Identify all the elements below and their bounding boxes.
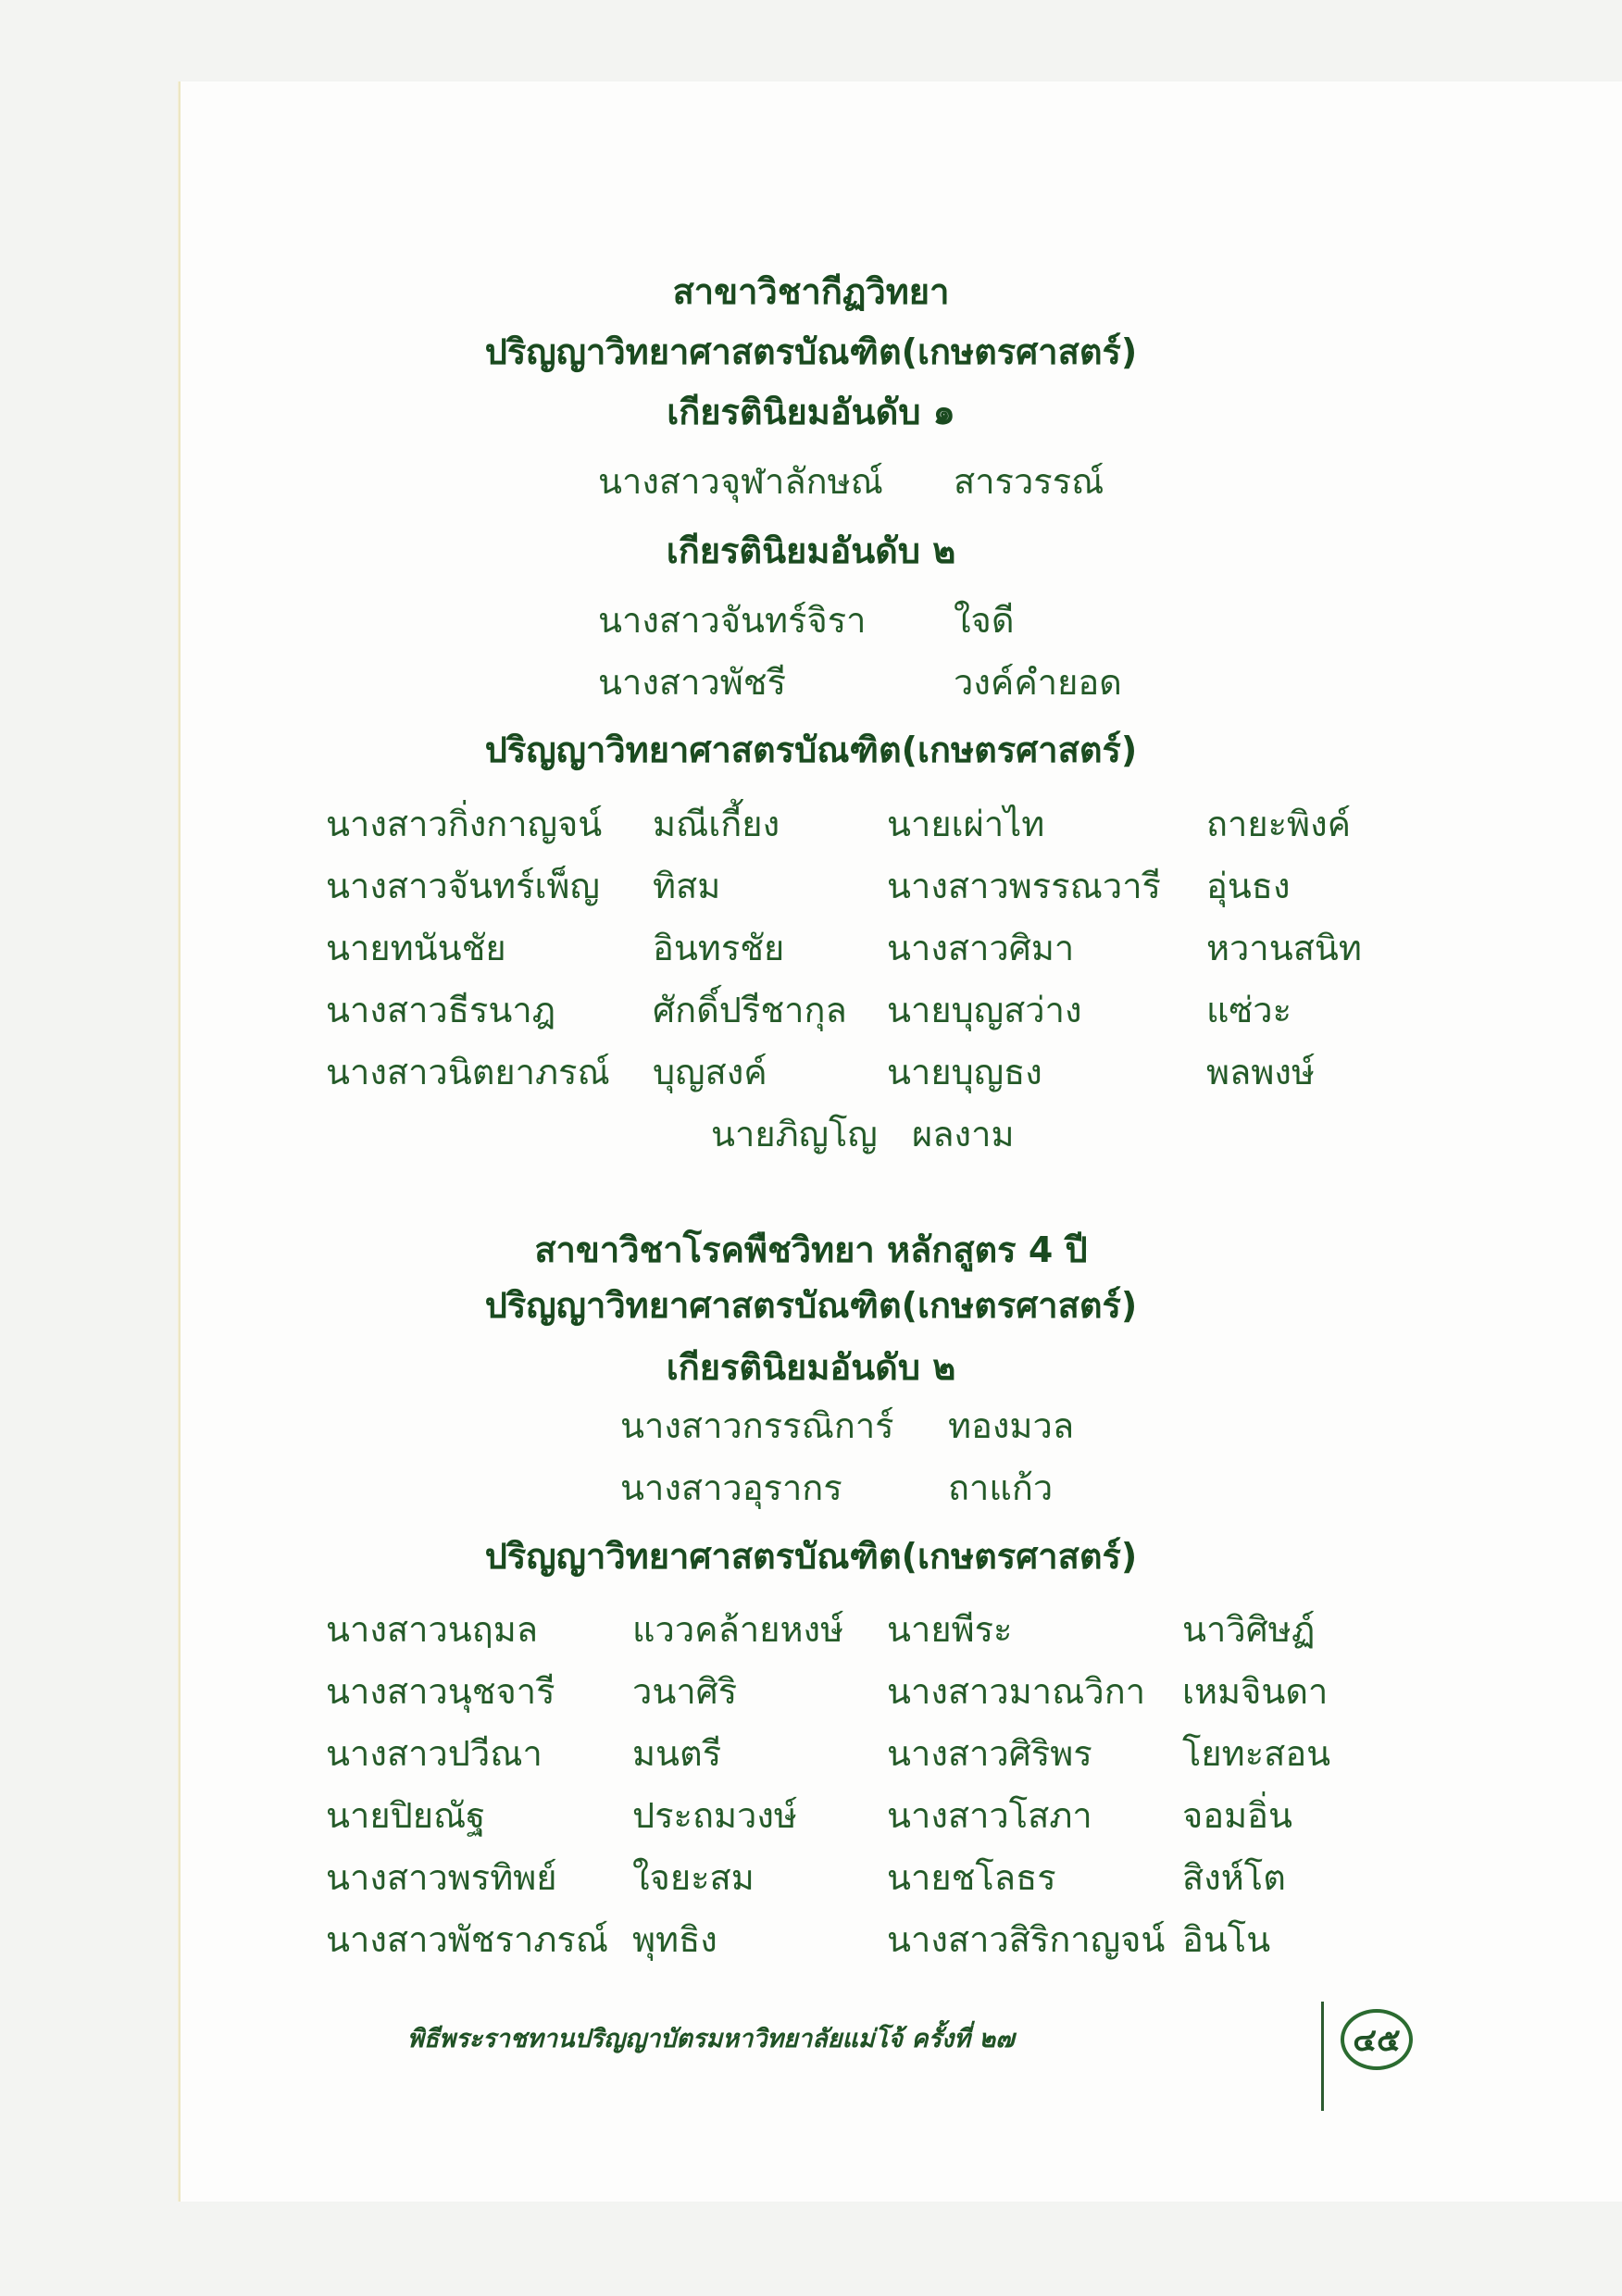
degree-heading: ปริญญาวิทยาศาสตรบัณฑิต(เกษตรศาสตร์) — [484, 1536, 1138, 1577]
graduate-surname: วนาศิริ — [632, 1671, 738, 1712]
graduate-surname: นาวิศิษฏ์ — [1182, 1609, 1316, 1650]
graduate-name: นางสาวจันทร์เพ็ญ — [326, 866, 600, 906]
honors-heading: เกียรตินิยมอันดับ ๑ — [667, 392, 955, 432]
graduate-surname: หวานสนิท — [1206, 928, 1362, 968]
graduate-surname: ผลงาม — [912, 1114, 1015, 1154]
graduate-surname: วงค์คำยอด — [954, 662, 1122, 703]
graduate-surname: จอมอิ่น — [1182, 1795, 1292, 1836]
graduate-name: นางสาวศิริพร — [887, 1733, 1092, 1774]
graduate-surname: สารวรรณ์ — [954, 461, 1104, 502]
graduate-name: นางสาวพัชราภรณ์ — [326, 1919, 609, 1960]
graduate-name: นางสาวจุฬาลักษณ์ — [598, 461, 883, 502]
graduate-name: นางสาวอุรากร — [620, 1467, 842, 1508]
graduate-name: นางสาวพรทิพย์ — [326, 1857, 557, 1898]
graduate-name: นายเผ่าไท — [887, 804, 1045, 844]
graduate-surname: มนตรี — [632, 1733, 722, 1774]
graduate-name: นางสาวมาณวิกา — [887, 1671, 1146, 1712]
graduate-surname: ศักดิ์ปรีชากุล — [653, 990, 847, 1030]
graduate-name: นางสาวนิตยาภรณ์ — [326, 1052, 610, 1092]
degree-heading: ปริญญาวิทยาศาสตรบัณฑิต(เกษตรศาสตร์) — [484, 1285, 1138, 1326]
graduate-surname: มณีเกี้ยง — [653, 804, 780, 844]
page-number-badge — [1341, 2009, 1413, 2070]
graduate-name: นางสาวศิมา — [887, 928, 1075, 968]
graduate-surname: อินทรชัย — [653, 928, 785, 968]
ceremony-footer: พิธีพระราชทานปริญญาบัตรมหาวิทยาลัยแม่โจ้ ครั้งที่ ๒๗ — [407, 2025, 1015, 2053]
graduate-name: นางสาวกิ่งกาญจน์ — [326, 804, 603, 844]
graduate-surname: สิงห์โต — [1182, 1857, 1286, 1898]
graduate-name: นางสาวปวีณา — [326, 1733, 543, 1774]
graduate-name: นายภิญโญ — [711, 1114, 878, 1154]
graduate-name: นายพีระ — [887, 1609, 1013, 1650]
graduate-surname: โยทะสอน — [1182, 1733, 1331, 1774]
graduate-name: นางสาวสิริกาญจน์ — [887, 1919, 1166, 1960]
graduate-surname: พุทธิง — [632, 1919, 717, 1960]
graduate-surname: เหมจินดา — [1182, 1671, 1329, 1712]
graduate-name: นางสาวกรรณิการ์ — [620, 1405, 894, 1446]
graduate-surname: ถาแก้ว — [948, 1467, 1054, 1508]
honors-heading: เกียรตินิยมอันดับ ๒ — [666, 530, 956, 571]
graduate-surname: อินโน — [1182, 1919, 1271, 1960]
graduate-surname: บุญสงค์ — [653, 1052, 767, 1092]
graduate-surname: ทิสม — [653, 866, 721, 906]
department-heading: สาขาวิชากีฏวิทยา — [672, 271, 950, 312]
graduate-name: นางสาวพรรณวารี — [887, 866, 1161, 906]
graduate-name: นายบุญสว่าง — [887, 990, 1082, 1030]
graduate-surname: ประถมวงษ์ — [632, 1795, 797, 1836]
graduate-name: นายชโลธร — [887, 1857, 1056, 1898]
graduate-name: นายบุญธง — [887, 1052, 1042, 1092]
graduate-surname: ถายะพิงค์ — [1206, 804, 1352, 844]
graduate-surname: แซ่วะ — [1206, 990, 1292, 1030]
graduate-name: นางสาวโสภา — [887, 1795, 1092, 1836]
graduate-surname: พลพงษ์ — [1206, 1052, 1315, 1092]
graduate-surname: อุ่นธง — [1206, 866, 1291, 906]
department-heading: สาขาวิชาโรคพืชวิทยา หลักสูตร 4 ปี — [534, 1229, 1088, 1270]
graduate-surname: ทองมวล — [948, 1405, 1075, 1446]
degree-heading: ปริญญาวิทยาศาสตรบัณฑิต(เกษตรศาสตร์) — [484, 730, 1138, 770]
graduate-surname: ใจดี — [954, 600, 1015, 641]
graduate-name: นางสาวพัชรี — [598, 662, 786, 703]
graduate-name: นายทนันชัย — [326, 928, 506, 968]
graduate-name: นางสาวนฤมล — [326, 1609, 539, 1650]
graduate-surname: ใจยะสม — [632, 1857, 755, 1898]
graduate-name: นายปิยณัฐ — [326, 1795, 486, 1836]
degree-heading: ปริญญาวิทยาศาสตรบัณฑิต(เกษตรศาสตร์) — [484, 331, 1138, 372]
honors-heading: เกียรตินิยมอันดับ ๒ — [666, 1347, 956, 1388]
graduate-surname: แววคล้ายหงษ์ — [632, 1609, 844, 1650]
graduate-name: นางสาวจันทร์จิรา — [598, 600, 867, 641]
graduate-name: นางสาวนุชจารี — [326, 1671, 555, 1712]
footer-divider — [1321, 2002, 1324, 2111]
page-number: ๔๕ — [1353, 2022, 1401, 2059]
graduate-name: นางสาวธีรนาฎ — [326, 990, 556, 1030]
